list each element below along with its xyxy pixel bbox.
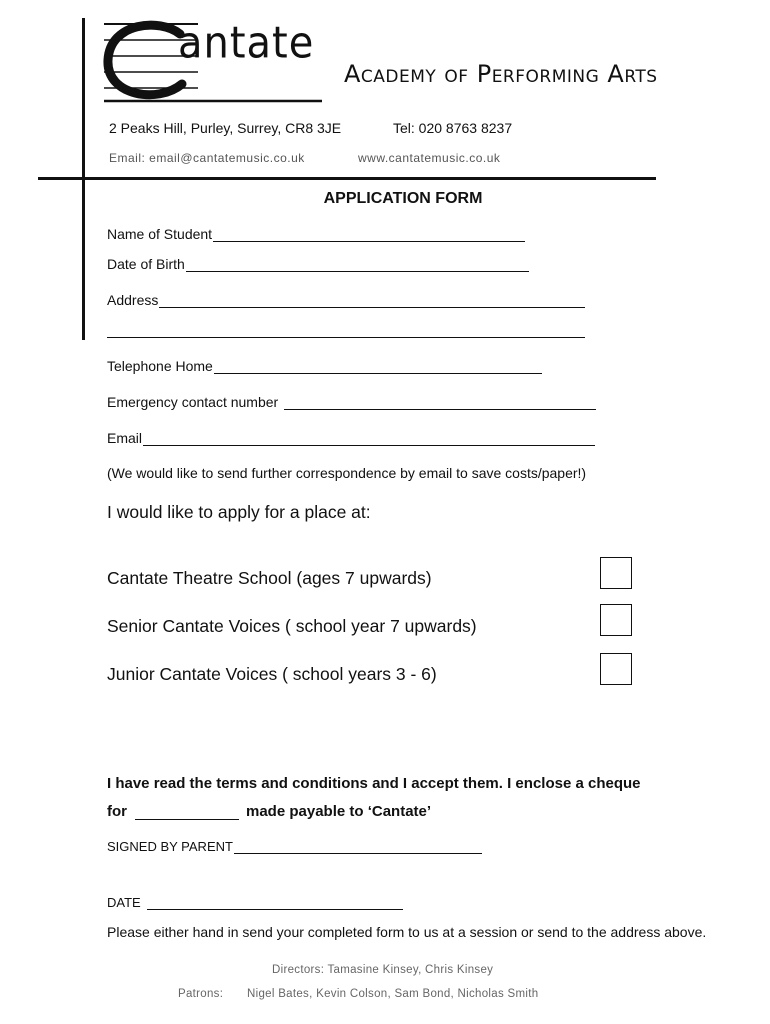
checkbox-junior-voices[interactable] — [600, 653, 632, 685]
date-field[interactable] — [107, 895, 403, 910]
directors-text: Directors: Tamasine Kinsey, Chris Kinsey — [272, 964, 494, 976]
terms-statement: I have read the terms and conditions and I accept them. I enclose a cheque — [107, 775, 641, 792]
date-line[interactable] — [147, 895, 403, 910]
address-label: Address — [107, 292, 159, 308]
address-field[interactable] — [107, 292, 585, 308]
email-line[interactable] — [143, 431, 595, 446]
form-title: APPLICATION FORM — [323, 190, 483, 207]
address-line-2[interactable] — [107, 323, 585, 338]
cheque-amount-line[interactable] — [135, 805, 239, 820]
student-name-line[interactable] — [213, 227, 525, 242]
date-of-birth-line[interactable] — [186, 257, 529, 272]
email-text: Email: email@cantatemusic.co.uk — [109, 151, 305, 165]
patrons-text: Nigel Bates, Kevin Colson, Sam Bond, Nicholas Smith — [247, 988, 539, 1000]
logo-wordmark: antate — [178, 17, 315, 69]
terms-payable: made payable to ‘Cantate’ — [246, 803, 432, 820]
checkbox-senior-voices[interactable] — [600, 604, 632, 636]
emergency-contact-label: Emergency contact number — [107, 394, 279, 410]
checkbox-theatre-school[interactable] — [600, 557, 632, 589]
date-of-birth-label: Date of Birth — [107, 256, 185, 272]
student-name-label: Name of Student — [107, 226, 213, 242]
signed-by-parent-label: SIGNED BY PARENT — [107, 839, 233, 854]
telephone-home-label: Telephone Home — [107, 358, 213, 374]
tagline: Academy of Performing Arts — [344, 60, 658, 88]
telephone-text: Tel: 020 8763 8237 — [393, 120, 513, 136]
signature-line[interactable] — [234, 839, 482, 854]
website-text: www.cantatemusic.co.uk — [358, 151, 501, 165]
student-name-field[interactable] — [107, 226, 525, 242]
cheque-line — [107, 803, 431, 820]
header-divider-line — [38, 177, 656, 180]
terms-for: for — [107, 803, 127, 820]
date-of-birth-field[interactable] — [107, 256, 529, 272]
email-label: Email — [107, 430, 143, 446]
emergency-contact-line[interactable] — [284, 395, 596, 410]
option-junior-voices: Junior Cantate Voices ( school years 3 - 6) — [107, 664, 437, 684]
option-theatre-school: Cantate Theatre School (ages 7 upwards) — [107, 568, 432, 588]
signed-by-parent-field[interactable] — [107, 839, 482, 854]
telephone-home-line[interactable] — [214, 359, 542, 374]
patrons-label: Patrons: — [178, 988, 224, 1000]
telephone-home-field[interactable] — [107, 358, 542, 374]
email-field[interactable] — [107, 430, 595, 446]
apply-heading: I would like to apply for a place at: — [107, 502, 371, 522]
return-instructions: Please either hand in send your completed form to us at a session or send to the address above. — [107, 924, 707, 940]
emergency-contact-field[interactable] — [107, 394, 596, 410]
address-line-1[interactable] — [159, 293, 585, 308]
date-label: DATE — [107, 895, 141, 910]
address-text: 2 Peaks Hill, Purley, Surrey, CR8 3JE — [109, 120, 342, 136]
option-senior-voices: Senior Cantate Voices ( school year 7 upwards) — [107, 616, 477, 636]
email-note: (We would like to send further correspondence by email to save costs/paper!) — [107, 465, 587, 481]
